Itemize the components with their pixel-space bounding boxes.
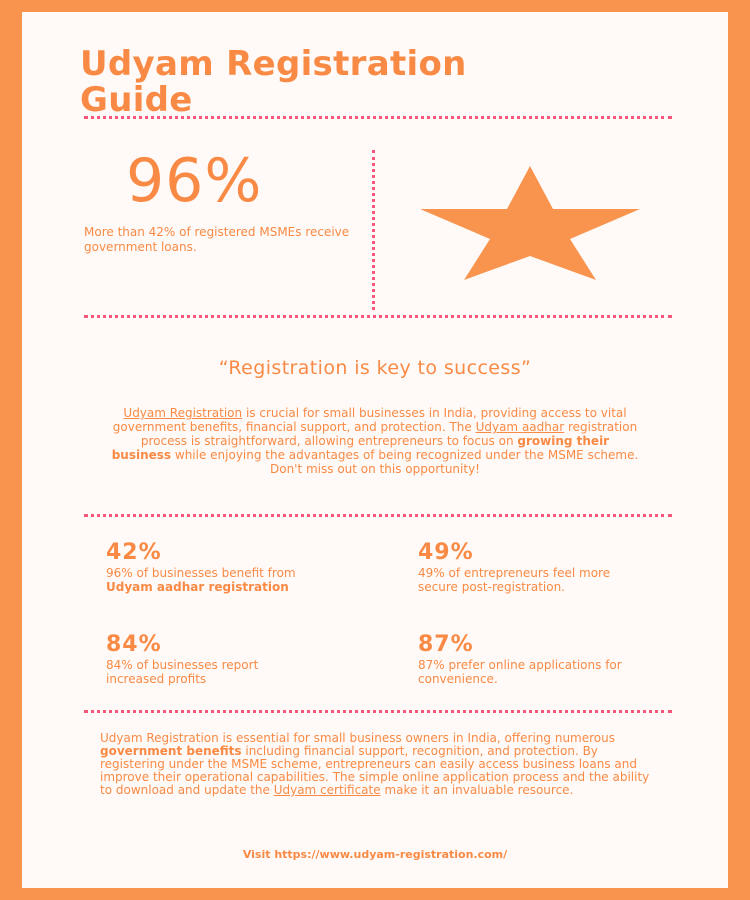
udyam-aadhar-link[interactable]: Udyam aadhar	[475, 420, 565, 434]
para1-text-3: while enjoying the advantages of being recognized under the MSME scheme. Don't miss out on this opportunity!	[171, 448, 639, 476]
stat-bold: Udyam aadhar registration	[106, 580, 289, 594]
star-icon	[420, 164, 640, 284]
divider-stats-bottom	[84, 710, 672, 713]
infographic-card	[22, 12, 728, 888]
para1-text-2: registration process is straightforward, allowing entrepreneurs to focus on	[140, 420, 638, 448]
vertical-divider	[372, 150, 375, 310]
para2-text-2: including financial support, recognition, and protection. By registering under the MSME scheme, entrepreneurs can easily access business loans and improve their operational capabilities. The simple online application process and the ability to download and update the	[100, 744, 650, 797]
para1-bold: growing their business	[111, 434, 610, 462]
intro-paragraph	[110, 406, 640, 476]
quote: “Registration is key to success”	[218, 357, 532, 379]
page-title	[80, 46, 467, 118]
title-line-1: Udyam Registration	[80, 44, 467, 84]
divider-top	[84, 116, 672, 119]
para2-bold: government benefits	[100, 744, 242, 758]
stat-card	[418, 632, 628, 686]
stat-value: 49%	[418, 540, 474, 565]
stat-value: 42%	[106, 540, 162, 565]
stat-text: 84% of businesses report increased profits	[106, 658, 259, 686]
stat-card	[106, 632, 316, 686]
stat-text: 96% of businesses benefit from Udyam aadhar registration	[106, 566, 296, 594]
para2-text-3: make it an invaluable resource.	[380, 783, 574, 797]
divider-middle	[84, 315, 672, 318]
visit-link[interactable]: Visit https://www.udyam-registration.com/	[242, 848, 508, 861]
hero-stat-value: 96%	[126, 146, 263, 216]
divider-stats-top	[84, 514, 672, 517]
stat-text: 87% prefer online applications for convenience.	[418, 658, 622, 686]
para2-text-1: Udyam Registration is essential for small business owners in India, offering numerous	[100, 731, 615, 745]
udyam-registration-link[interactable]: Udyam Registration	[123, 406, 243, 420]
udyam-certificate-link[interactable]: Udyam certificate	[273, 783, 381, 797]
title-line-2: Guide	[80, 80, 193, 120]
stat-card	[106, 540, 316, 594]
stat-card	[418, 540, 628, 594]
hero-stat-caption: More than 42% of registered MSMEs receive government loans.	[84, 225, 350, 254]
stat-value: 84%	[106, 632, 162, 657]
para1-text-1: is crucial for small businesses in India, providing access to vital government benefits, financial support, and protection. The	[112, 406, 627, 434]
stat-text: 49% of entrepreneurs feel more secure post-registration.	[418, 566, 611, 594]
stat-value: 87%	[418, 632, 474, 657]
summary-paragraph	[100, 732, 660, 797]
